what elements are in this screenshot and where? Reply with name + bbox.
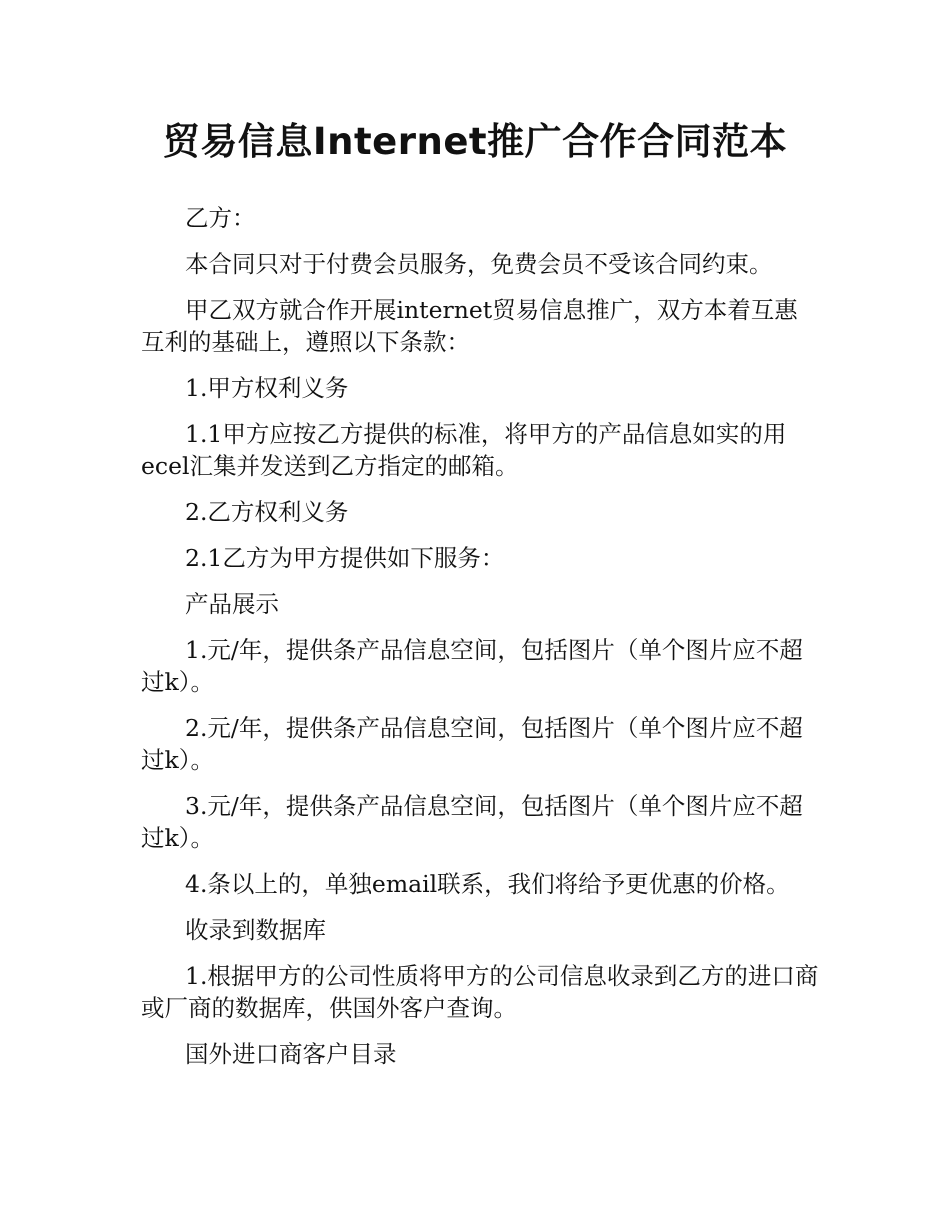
list-item-plan-2: 2.元/年，提供条产品信息空间，包括图片（单个图片应不超过k）。 [141,714,803,774]
section-heading-party-a: 1.甲方权利义务 [185,374,349,402]
document-body [141,202,821,1084]
list-item-plan-1: 1.元/年，提供条产品信息空间，包括图片（单个图片应不超过k）。 [141,636,803,696]
paragraph-scope: 本合同只对于付费会员服务，免费会员不受该合同约束。 [185,250,773,278]
subheading-importer-directory: 国外进口商客户目录 [185,1040,397,1068]
paragraph-intro: 甲乙双方就合作开展internet贸易信息推广，双方本着互惠互利的基础上，遵照以下条款： [141,296,798,356]
clause-2-1: 2.1乙方为甲方提供如下服务： [185,544,505,572]
document-title: 贸易信息Internet推广合作合同范本 [162,120,788,163]
list-item-plan-3: 3.元/年，提供条产品信息空间，包括图片（单个图片应不超过k）。 [141,792,803,852]
subheading-product-display: 产品展示 [185,590,279,618]
subheading-database: 收录到数据库 [185,916,326,944]
paragraph-party-b: 乙方： [185,204,256,232]
clause-1-1: 1.1甲方应按乙方提供的标准，将甲方的产品信息如实的用ecel汇集并发送到乙方指定的邮箱。 [141,420,787,480]
list-item-plan-4: 4.条以上的，单独email联系，我们将给予更优惠的价格。 [185,870,790,898]
section-heading-party-b: 2.乙方权利义务 [185,498,349,526]
list-item-database-1: 1.根据甲方的公司性质将甲方的公司信息收录到乙方的进口商或厂商的数据库，供国外客户查询。 [141,962,819,1022]
